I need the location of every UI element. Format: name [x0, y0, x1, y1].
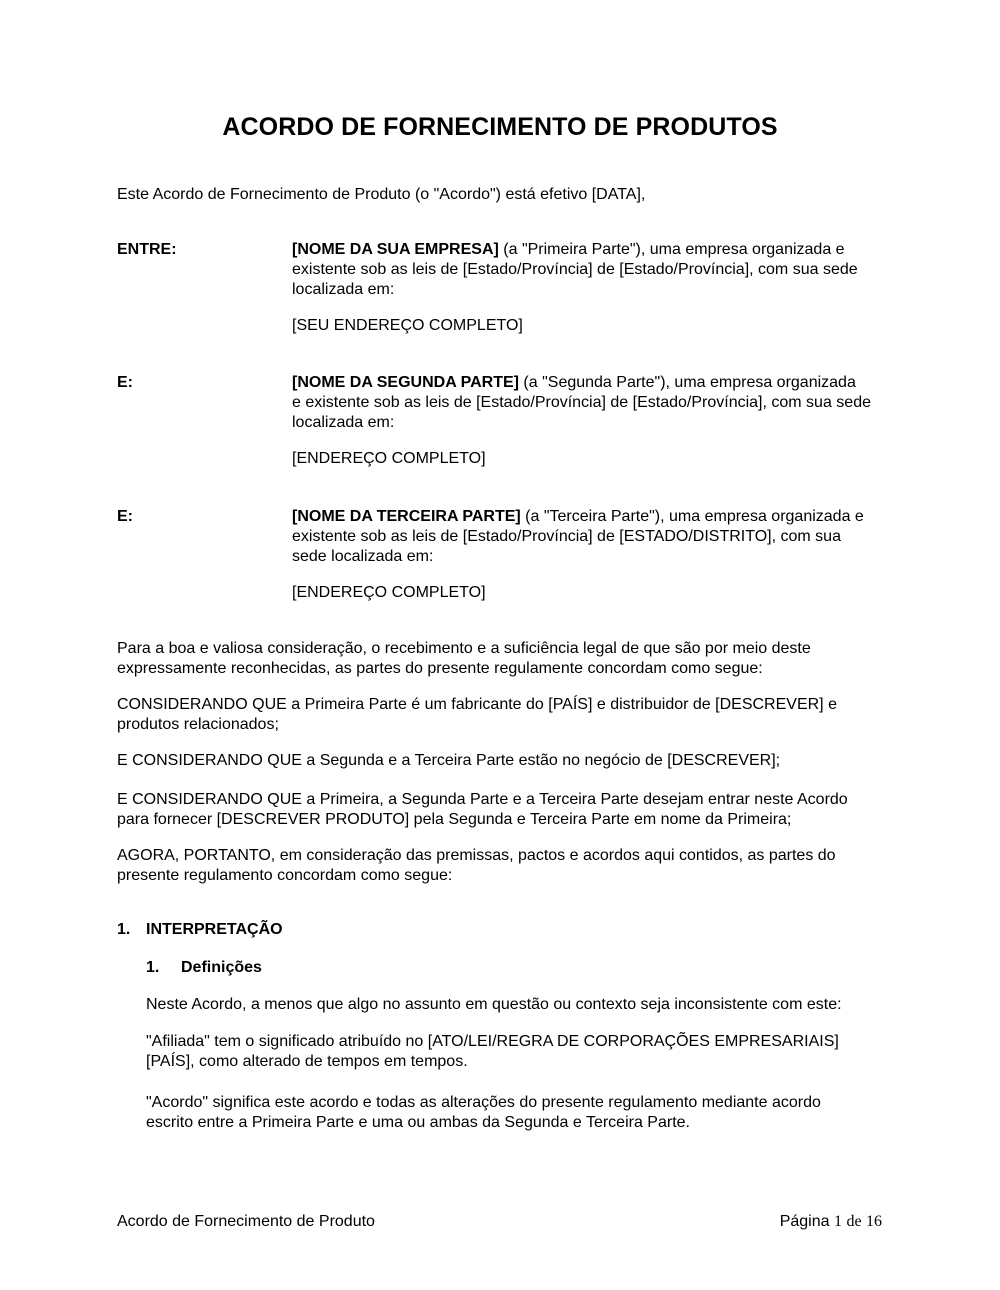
party-3-address: [ENDEREÇO COMPLETO]: [292, 584, 486, 601]
party-3-desc-line2: existente sob as leis de [Estado/Província] de [ESTADO/DISTRITO], com sua: [292, 528, 841, 545]
whereas-2-paragraph: [117, 751, 887, 771]
section-1-number: 1.: [117, 921, 131, 938]
whereas-3-line-2: para fornecer [DESCREVER PRODUTO] pela Segunda e Terceira Parte em nome da Primeira;: [117, 811, 792, 828]
subsection-1-number: 1.: [146, 959, 160, 976]
definition-acordo-line-1: "Acordo" significa este acordo e todas as alterações do presente regulamento mediante acordo: [146, 1094, 821, 1111]
whereas-3-paragraph: [117, 790, 887, 830]
party-1-address: [SEU ENDEREÇO COMPLETO]: [292, 317, 523, 334]
intro-paragraph: Este Acordo de Fornecimento de Produto (o "Acordo") está efetivo [DATA],: [117, 186, 646, 203]
whereas-2-line-1: E CONSIDERANDO QUE a Segunda e a Terceira Parte estão no negócio de [DESCREVER];: [117, 752, 781, 769]
whereas-1-paragraph: [117, 695, 887, 735]
party-2-desc-line3: localizada em:: [292, 414, 395, 431]
party-2-desc-line2: e existente sob as leis de [Estado/Província] de [Estado/Província], com sua sede: [292, 394, 871, 411]
section-1-title: INTERPRETAÇÃO: [146, 921, 283, 938]
footer-page-of: de: [846, 1213, 862, 1230]
now-therefore-paragraph: [117, 846, 887, 886]
party-1-desc-line2: existente sob as leis de [Estado/Província] de [Estado/Província], com sua sede: [292, 261, 858, 278]
definition-afiliada-line-1: "Afiliada" tem o significado atribuído no [ATO/LEI/REGRA DE CORPORAÇÕES EMPRESARIAIS]: [146, 1033, 839, 1050]
now-therefore-line-1: AGORA, PORTANTO, em consideração das premissas, pactos e acordos aqui contidos, as partes do: [117, 847, 836, 864]
definition-afiliada: [146, 1032, 886, 1072]
party-1-description: [292, 240, 892, 300]
definitions-intro: Neste Acordo, a menos que algo no assunto em questão ou contexto seja inconsistente com este:: [146, 996, 842, 1013]
whereas-1-line-2: produtos relacionados;: [117, 716, 279, 733]
party-1-desc-line3: localizada em:: [292, 281, 395, 298]
party-1-desc-line1: (a "Primeira Parte"), uma empresa organizada e: [498, 241, 845, 258]
now-therefore-line-2: presente regulamento concordam como segue:: [117, 867, 453, 884]
definition-acordo: [146, 1093, 886, 1133]
footer-page-word: Página: [779, 1213, 830, 1230]
footer-page-number: [780, 1212, 882, 1232]
party-1-label: ENTRE:: [117, 241, 177, 258]
footer-document-name: Acordo de Fornecimento de Produto: [117, 1213, 375, 1230]
consideration-line-2: expressamente reconhecidas, as partes do presente regulamente concordam como segue:: [117, 660, 763, 677]
document-title: ACORDO DE FORNECIMENTO DE PRODUTOS: [222, 113, 778, 141]
party-3-label: E:: [117, 508, 133, 525]
party-3-description: [292, 507, 892, 567]
party-1-name: [NOME DA SUA EMPRESA]: [292, 241, 499, 258]
subsection-1-title: Definições: [181, 959, 262, 976]
whereas-1-line-1: CONSIDERANDO QUE a Primeira Parte é um fabricante do [PAÍS] e distribuidor de [DESCREVER] e: [117, 696, 837, 713]
definition-afiliada-line-2: [PAÍS], como alterado de tempos em tempos.: [146, 1053, 468, 1070]
party-3-desc-line3: sede localizada em:: [292, 548, 434, 565]
party-2-name: [NOME DA SEGUNDA PARTE]: [292, 374, 519, 391]
party-3-name: [NOME DA TERCEIRA PARTE]: [292, 508, 521, 525]
consideration-line-1: Para a boa e valiosa consideração, o recebimento e a suficiência legal de que são por meio deste: [117, 640, 811, 657]
definition-acordo-line-2: escrito entre a Primeira Parte e uma ou ambas da Segunda e Terceira Parte.: [146, 1114, 690, 1131]
footer-page-total: 16: [866, 1213, 882, 1230]
party-2-desc-line1: (a "Segunda Parte"), uma empresa organizada: [518, 374, 856, 391]
party-2-address: [ENDEREÇO COMPLETO]: [292, 450, 486, 467]
party-2-label: E:: [117, 374, 133, 391]
party-3-desc-line1: (a "Terceira Parte"), uma empresa organizada e: [520, 508, 864, 525]
footer-page-current: 1: [833, 1213, 842, 1230]
party-2-description: [292, 373, 892, 433]
consideration-paragraph: [117, 639, 887, 679]
whereas-3-line-1: E CONSIDERANDO QUE a Primeira, a Segunda Parte e a Terceira Parte desejam entrar neste Acordo: [117, 791, 848, 808]
